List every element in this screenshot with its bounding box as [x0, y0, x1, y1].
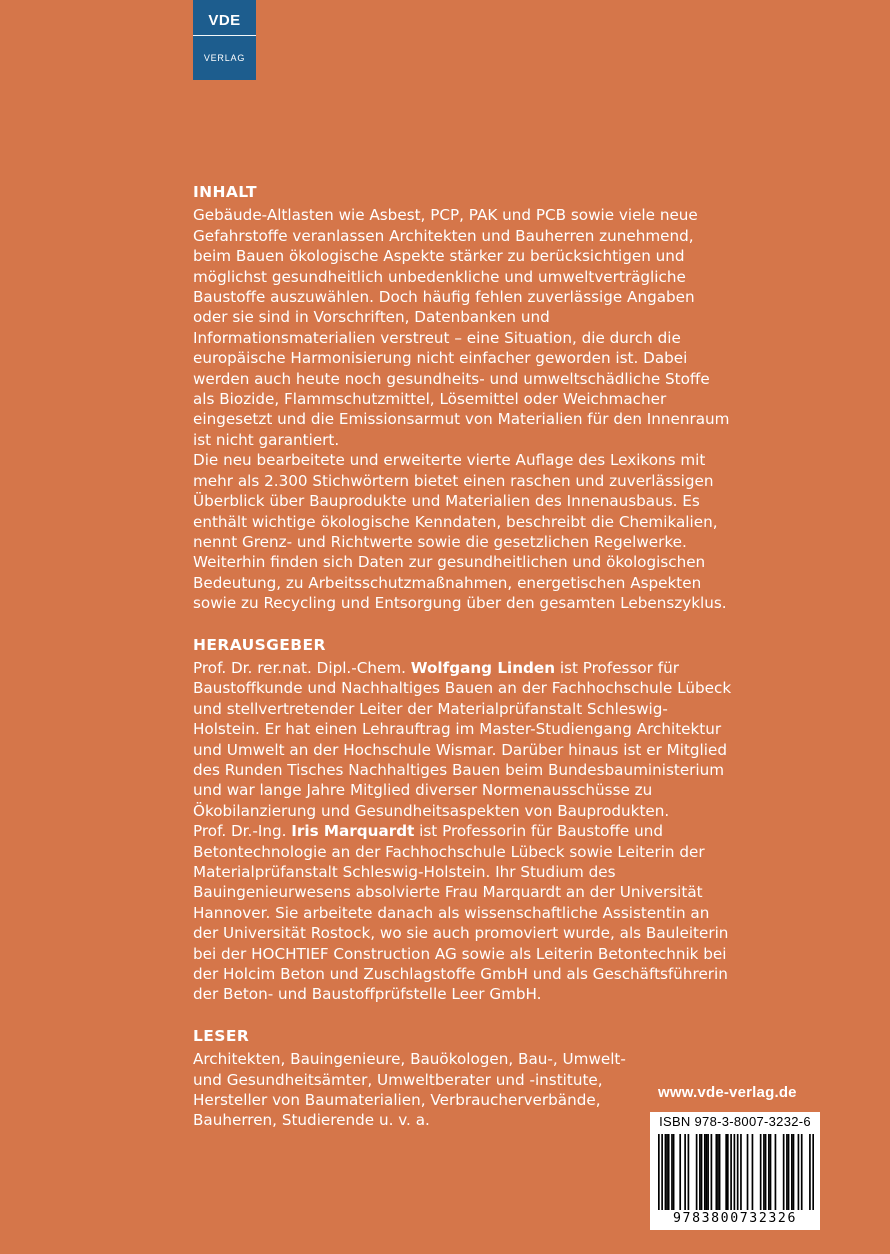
barcode-bar — [765, 1134, 767, 1210]
barcode-bar — [788, 1134, 790, 1210]
barcode-bar — [783, 1134, 785, 1210]
barcode-bar — [704, 1134, 706, 1210]
barcode-bar — [752, 1134, 754, 1210]
barcode-bar — [775, 1134, 777, 1210]
barcode-bar — [791, 1134, 793, 1210]
barcode-bar — [801, 1134, 803, 1210]
logo-name: VDE — [208, 12, 241, 29]
barcode-bar — [770, 1134, 772, 1210]
barcode-bars — [658, 1134, 814, 1210]
barcode-bar — [706, 1134, 708, 1210]
barcode-bar — [696, 1134, 698, 1210]
bio-2-prefix: Prof. Dr.-Ing. — [193, 822, 292, 841]
barcode-bar — [665, 1134, 667, 1210]
barcode-bar — [688, 1134, 690, 1210]
barcode-bar — [763, 1134, 765, 1210]
barcode-bar — [707, 1134, 709, 1210]
leser-text: Architekten, Bauingenieure, Bauökologen, Bau-, Umwelt- und Gesundheitsämter, Umweltberater und -institute, Hersteller von Baumaterialien, Verbraucherverbände, Bauherren, Studierende u. v. a. — [193, 1050, 626, 1130]
herausgeber-bio-2 — [193, 821, 733, 1005]
herausgeber-section — [193, 635, 733, 1005]
inhalt-paragraph-2: Die neu bearbeitete und erweiterte vierte Auflage des Lexikons mit mehr als 2.300 Stichwörtern bietet einen raschen und zuverlässigen Überblick über Bauprodukte und Materialien des Innenausbaus. Es enthält wichtige ökologische Kenndaten, beschreibt die Chemikalien, nennt Grenz- und Richtwerte sowie die gesetzlichen Regelwerke. Weiterhin finden sich Daten zur gesundheitlichen und ökologischen Bedeutung, zu Arbeitsschutzmaßnahmen, energetischen Aspekten sowie zu Recycling und Entsorgung über den gesamten Lebenszyklus. — [193, 451, 727, 613]
isbn-barcode — [650, 1112, 820, 1230]
barcode-bar — [798, 1134, 800, 1210]
publisher-logo — [193, 0, 256, 80]
bio-2-name: Iris Marquardt — [291, 822, 415, 841]
inhalt-heading: INHALT — [193, 183, 257, 201]
bio-2-text: ist Professorin für Baustoffe und Betontechnologie an der Fachhochschule Lübeck sowie Leiterin der Materialprüfanstalt Schleswig-Holstein. Ihr Studium des Bauingenieurwesens absolvierte Frau Marquardt an der Universität Hannover. Sie arbeitete danach als wissenschaftliche Assistentin an der Universität Rostock, wo sie auch promoviert wurde, als Bauleiterin bei der HOCHTIEF Construction AG sowie als Leiterin Betontechnik bei der Holcim Beton und Zuschlagstoffe GmbH und als Geschäftsführerin der Beton- und Baustoffprüfstelle Leer GmbH. — [193, 822, 729, 1004]
barcode-bar — [711, 1134, 713, 1210]
herausgeber-bio-1 — [193, 658, 733, 821]
barcode-bar — [668, 1134, 670, 1210]
barcode-bar — [786, 1134, 788, 1210]
barcode-bar — [793, 1134, 795, 1210]
barcode-bar — [809, 1134, 811, 1210]
barcode-bar — [760, 1134, 762, 1210]
barcode-bar — [768, 1134, 770, 1210]
barcode-bar — [734, 1134, 736, 1210]
barcode-bar — [717, 1134, 719, 1210]
bio-1-prefix: Prof. Dr. rer.nat. Dipl.-Chem. — [193, 658, 411, 677]
barcode-bar — [671, 1134, 673, 1210]
inhalt-paragraph-1: Gebäude-Altlasten wie Asbest, PCP, PAK und PCB sowie viele neue Gefahrstoffe veranlassen Architekten und Bauherren zunehmend, beim Bauen ökologische Aspekte stärker zu berücksichtigen und möglichst gesundheitlich unbedenkliche und umweltverträgliche Baustoffe auszuwählen. Doch häufig fehlen zuverlässige Angaben oder sie sind in Vorschriften, Datenbanken und Informationsmaterialien verstreut – eine Situation, die durch die europäische Harmonisierung nicht einfacher geworden ist. Dabei werden auch heute noch gesundheits- und umweltschädliche Stoffe als Biozide, Flammschutzmittel, Lösemittel oder Weichmacher eingesetzt und die Emissionsarmut von Materialien für den Innenraum ist nicht garantiert. — [193, 206, 730, 449]
barcode-bar — [666, 1134, 668, 1210]
bio-1-text: ist Professor für Baustoffkunde und Nachhaltiges Bauen an der Fachhochschule Lübeck und stellvertretender Leiter der Materialprüfanstalt Schleswig-Holstein. Er hat einen Lehrauftrag im Master-Studiengang Architektur und Umwelt an der Hochschule Wismar. Darüber hinaus ist er Mitglied des Runden Tisches Nachhaltiges Bauen beim Bundesbauministerium und war lange Jahre Mitglied diverser Normenausschüsse zu Ökobilanzierung und Gesundheitsaspekten von Bauprodukten. — [193, 658, 732, 820]
barcode-bar — [679, 1134, 681, 1210]
barcode-digits: 9783800732326 — [672, 1211, 797, 1226]
logo-sub: VERLAG — [203, 53, 246, 63]
inhalt-section — [193, 182, 733, 614]
barcode-bar — [747, 1134, 749, 1210]
barcode-bar — [658, 1134, 660, 1210]
herausgeber-heading: HERAUSGEBER — [193, 635, 326, 654]
barcode-bar — [725, 1134, 727, 1210]
leser-heading: LESER — [193, 1026, 250, 1045]
barcode-bar — [719, 1134, 721, 1210]
bio-1-name: Wolfgang Linden — [410, 658, 556, 677]
barcode-bar — [812, 1134, 814, 1210]
barcode-bar — [673, 1134, 675, 1210]
isbn-text: ISBN 978-3-8007-3232-6 — [659, 1114, 811, 1129]
logo-divider — [193, 35, 256, 36]
barcode-bar — [740, 1134, 742, 1210]
barcode-bar — [701, 1134, 703, 1210]
barcode-bar — [737, 1134, 739, 1210]
barcode-bar — [699, 1134, 701, 1210]
barcode-bar — [684, 1134, 686, 1210]
website-url[interactable]: www.vde-verlag.de — [658, 1084, 797, 1101]
barcode-bar — [730, 1134, 732, 1210]
barcode-bar — [727, 1134, 729, 1210]
barcode-bar — [715, 1134, 717, 1210]
barcode-bar — [661, 1134, 663, 1210]
back-cover-text — [193, 182, 733, 1152]
